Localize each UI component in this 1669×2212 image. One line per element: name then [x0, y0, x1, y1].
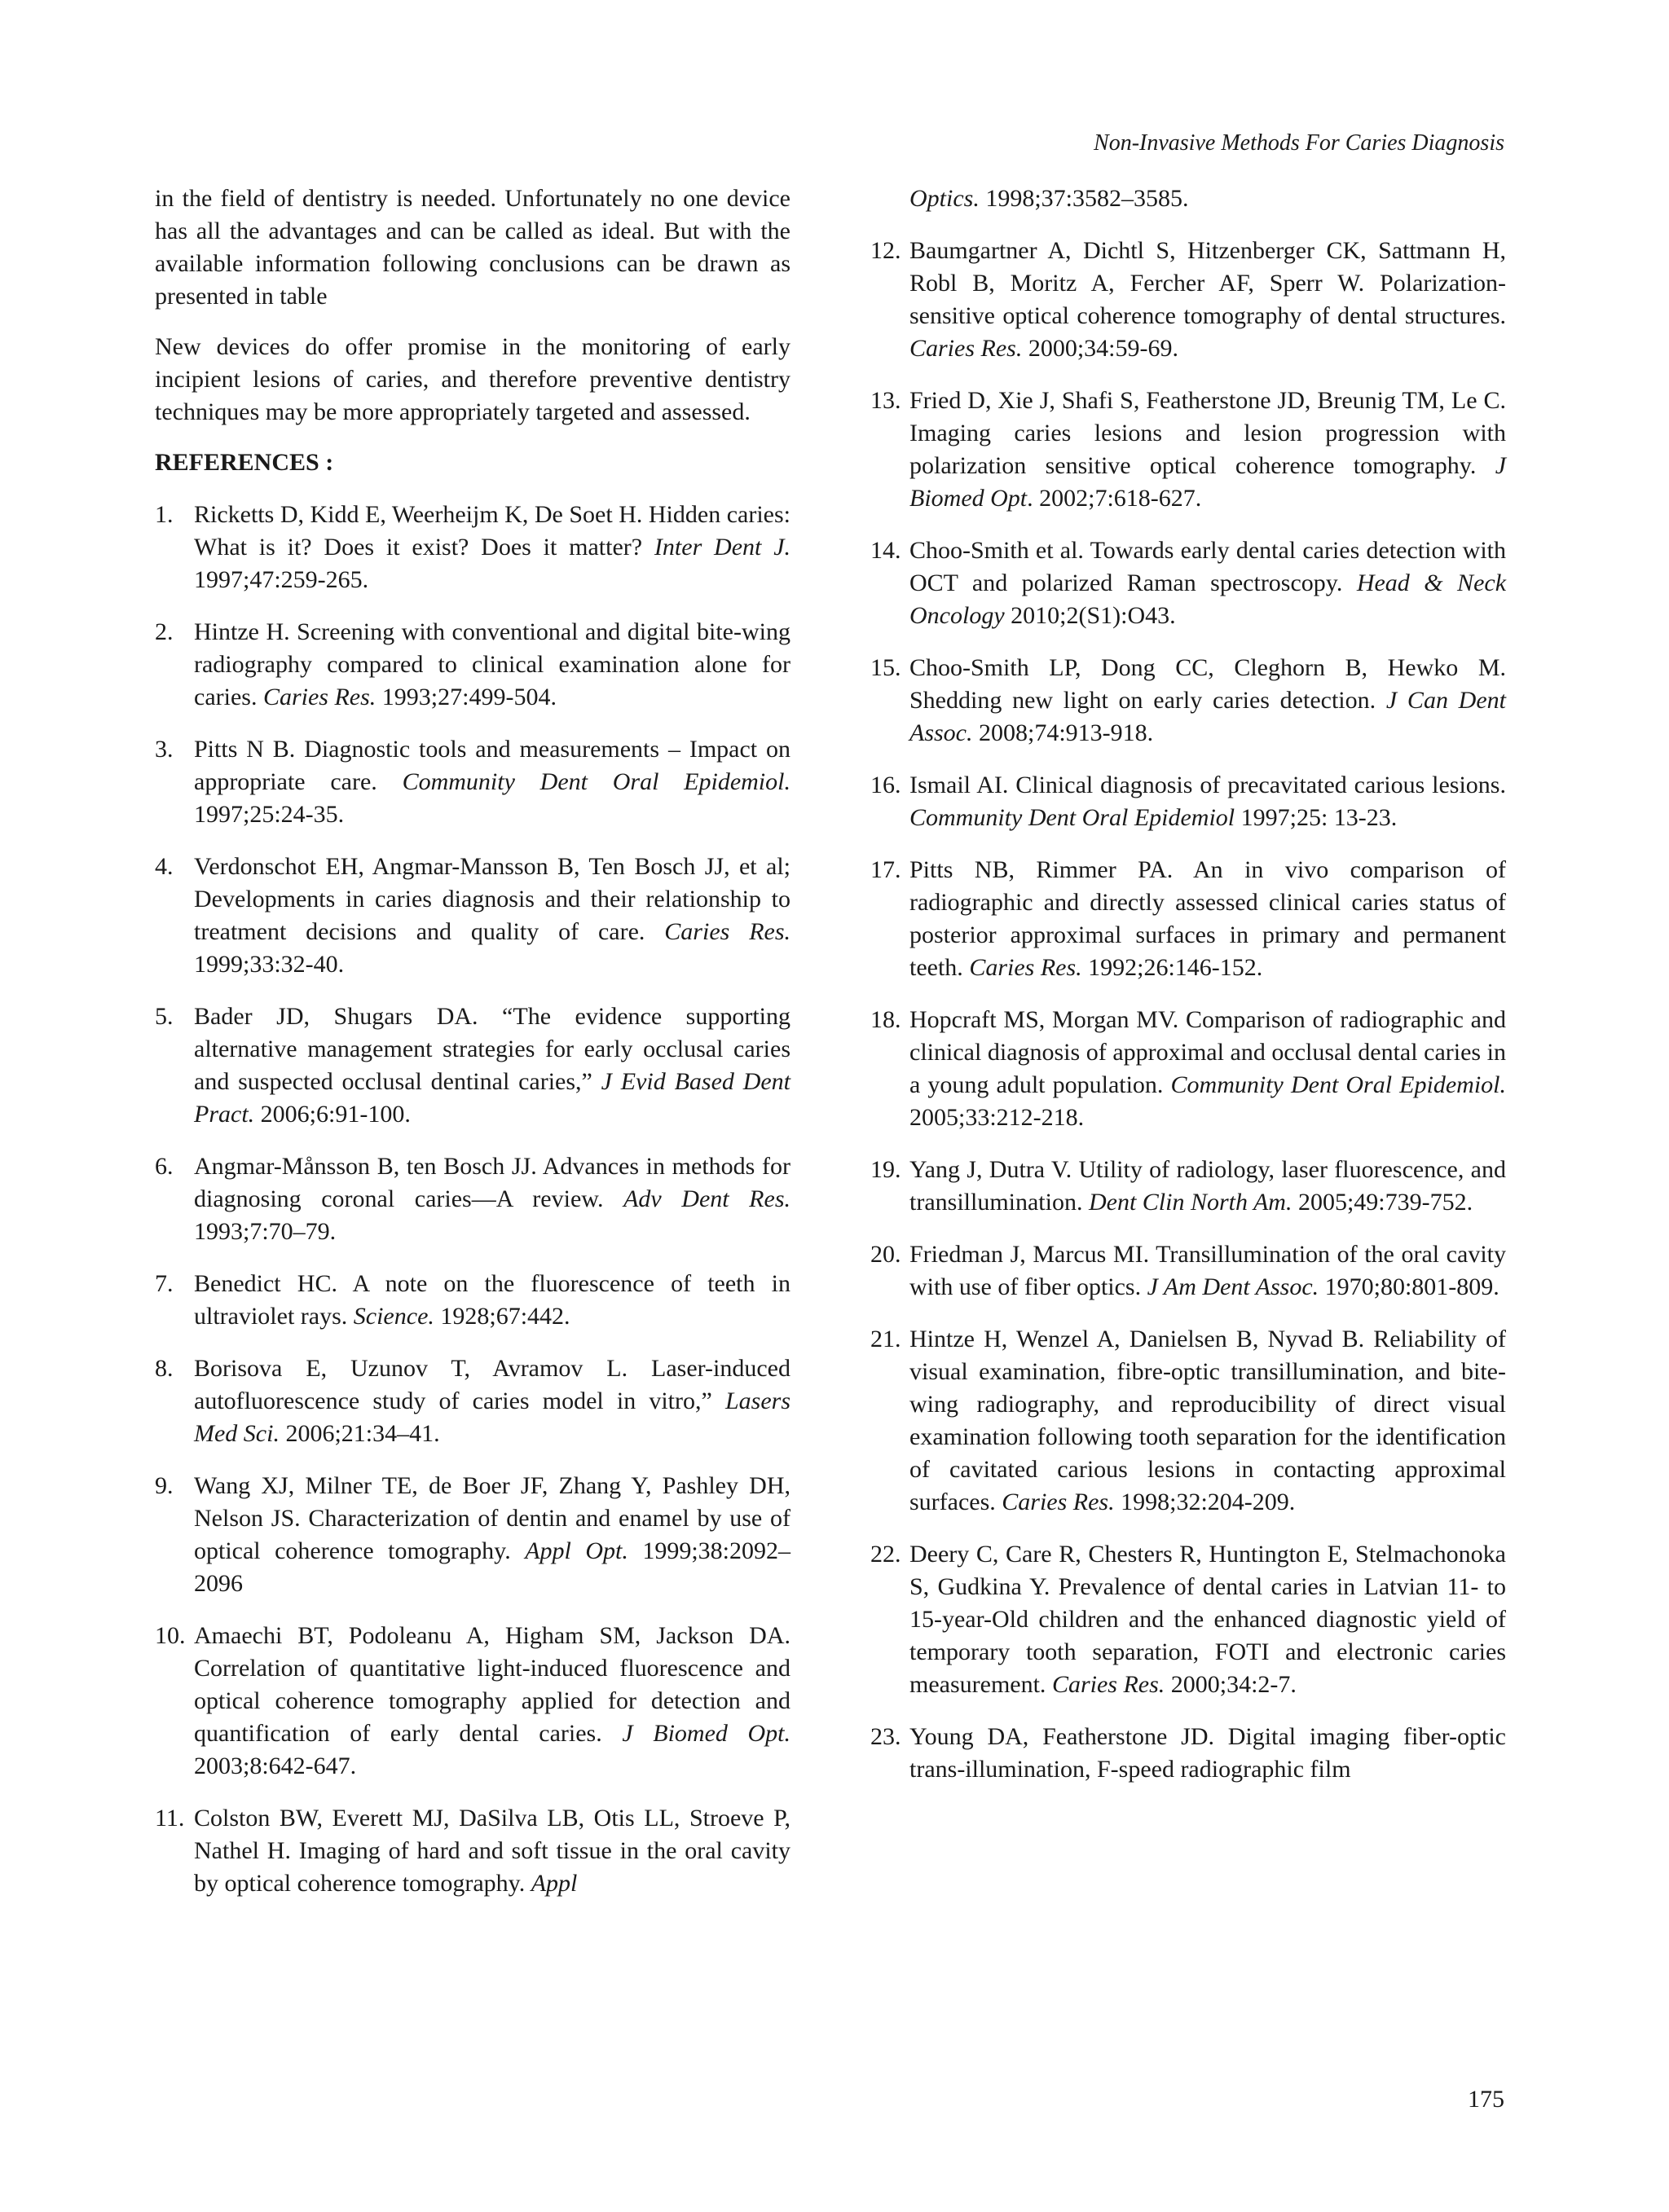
reference-item	[155, 1268, 790, 1333]
reference-number: 4.	[155, 853, 174, 880]
reference-journal: Lasers Med Sci.	[194, 1387, 791, 1447]
reference-cite: 2008;74:913-918.	[979, 719, 1154, 746]
reference-list-left	[155, 499, 790, 1900]
reference-item	[155, 1470, 790, 1600]
reference-item	[155, 1802, 790, 1900]
reference-journal: J Biomed Opt.	[622, 1720, 790, 1747]
reference-text: Young DA, Featherstone JD. Digital imaging fiber-optic trans-illumination, F-speed radiographic film	[909, 1723, 1506, 1783]
reference-journal: Community Dent Oral Epidemiol.	[402, 768, 790, 795]
reference-cite: 2006;21:34–41.	[285, 1420, 440, 1447]
reference-journal: Caries Res.	[664, 918, 791, 945]
reference-number: 23.	[870, 1723, 901, 1750]
reference-text: Pitts N B. Diagnostic tools and measurements – Impact on appropriate care.	[194, 736, 790, 795]
reference-cite: 1992;26:146-152.	[1088, 954, 1263, 981]
reference-item	[870, 769, 1506, 834]
reference-cite: 2010;2(S1):O43.	[1011, 602, 1176, 629]
reference-cite: 1970;80:801-809.	[1324, 1273, 1499, 1300]
reference-number: 5.	[155, 1003, 174, 1030]
reference-number: 14.	[870, 537, 901, 564]
reference-cite: 1999;38:2092–2096	[194, 1537, 790, 1597]
reference-item	[155, 733, 790, 831]
reference-number: 7.	[155, 1270, 174, 1297]
reference-cite: 1997;47:259-265.	[194, 566, 369, 593]
reference-number: 11.	[155, 1805, 185, 1832]
reference-item	[155, 1150, 790, 1248]
reference-text: Baumgartner A, Dichtl S, Hitzenberger CK, Sattmann H, Robl B, Moritz A, Fercher AF, Sperr W. Polarization-sensitive optical coherence tomography of dental structures.	[909, 237, 1506, 329]
reference-list-right	[870, 235, 1506, 1786]
reference-journal: Caries Res.	[1051, 1671, 1165, 1698]
reference-cite: 1998;32:204-209.	[1121, 1489, 1296, 1515]
reference-journal: J Am Dent Assoc.	[1147, 1273, 1319, 1300]
reference-item	[155, 616, 790, 714]
reference-item	[155, 851, 790, 981]
reference-cite: 2003;8:642-647.	[194, 1752, 357, 1779]
right-column	[870, 183, 1506, 1805]
reference-text: Friedman J, Marcus MI. Transillumination of the oral cavity with use of fiber optics.	[909, 1241, 1506, 1300]
reference-text: Borisova E, Uzunov T, Avramov L. Laser-induced autofluorescence study of caries model in vitro,”	[194, 1355, 790, 1414]
reference-item	[870, 534, 1506, 632]
reference-journal: Head & Neck Oncology	[909, 569, 1507, 629]
reference-cite: . 2002;7:618-627.	[1027, 485, 1202, 512]
reference-item	[870, 1238, 1506, 1304]
reference-cite: 1998;37:3582–3585.	[985, 185, 1189, 212]
reference-item	[155, 1000, 790, 1131]
reference-text: Fried D, Xie J, Shafi S, Featherstone JD, Breunig TM, Le C. Imaging caries lesions and lesion progression with polarization sensitive optical coherence tomography.	[909, 387, 1506, 479]
reference-cite: 1997;25: 13-23.	[1240, 804, 1398, 831]
reference-cite: 2000;34:59-69.	[1028, 335, 1178, 362]
reference-cite: 2000;34:2-7.	[1170, 1671, 1297, 1698]
reference-text: Wang XJ, Milner TE, de Boer JF, Zhang Y, Pashley DH, Nelson JS. Characterization of dentin and enamel by use of optical coherence tomography.	[194, 1472, 790, 1564]
reference-text: Ismail AI. Clinical diagnosis of precavitated carious lesions.	[909, 772, 1506, 798]
reference-item	[870, 385, 1506, 515]
reference-number: 22.	[870, 1541, 901, 1568]
reference-number: 13.	[870, 387, 901, 414]
reference-item	[870, 854, 1506, 984]
reference-item	[870, 235, 1506, 365]
reference-number: 12.	[870, 237, 901, 264]
reference-journal: Caries Res.	[909, 335, 1023, 362]
reference-text: Pitts NB, Rimmer PA. An in vivo comparison of radiographic and directly assessed clinical caries status of posterior approximal surfaces in primary and permanent teeth.	[909, 856, 1506, 981]
reference-number: 19.	[870, 1156, 901, 1183]
reference-text: Angmar-Månsson B, ten Bosch JJ. Advances in methods for diagnosing coronal caries—A review.	[194, 1153, 790, 1212]
reference-journal: Optics.	[909, 185, 980, 212]
reference-number: 8.	[155, 1355, 174, 1382]
left-column	[155, 183, 790, 1920]
reference-text: Benedict HC. A note on the fluorescence of teeth in ultraviolet rays.	[194, 1270, 790, 1330]
body-paragraph: in the field of dentistry is needed. Unfortunately no one device has all the advantages and can be called as ideal. But with the available information following conclusions can be drawn as presented in table	[155, 185, 790, 310]
reference-journal: Caries Res.	[262, 684, 377, 710]
reference-text: Bader JD, Shugars DA. “The evidence supporting alternative management strategies for early occlusal caries and suspected occlusal dentinal caries,”	[194, 1003, 790, 1095]
body-paragraph: New devices do offer promise in the monitoring of early incipient lesions of caries, and therefore preventive dentistry techniques may be more appropriately targeted and assessed.	[155, 333, 790, 425]
reference-continuation	[870, 183, 1506, 215]
reference-number: 10.	[155, 1622, 186, 1649]
reference-item	[870, 1538, 1506, 1701]
reference-text: Hopcraft MS, Morgan MV. Comparison of radiographic and clinical diagnosis of approximal and occlusal dental caries in a young adult population.	[909, 1006, 1506, 1098]
reference-journal: Dent Clin North Am.	[1088, 1189, 1292, 1216]
reference-item	[870, 1721, 1506, 1786]
reference-text: Hintze H, Wenzel A, Danielsen B, Nyvad B. Reliability of visual examination, fibre-optic transillumination, and bite-wing radiography, and reproducibility of direct visual examination following tooth separation for the identification of cavitated carious lesions in contacting approximal surfaces.	[909, 1326, 1506, 1515]
reference-number: 20.	[870, 1241, 901, 1268]
reference-text: Amaechi BT, Podoleanu A, Higham SM, Jackson DA. Correlation of quantitative light-induced fluorescence and optical coherence tomography applied for detection and quantification of early dental caries.	[194, 1622, 790, 1747]
reference-item	[155, 1352, 790, 1450]
reference-journal: Caries Res.	[969, 954, 1082, 981]
reference-text: Verdonschot EH, Angmar-Mansson B, Ten Bosch JJ, et al; Developments in caries diagnosis and their relationship to treatment decisions and quality of care.	[194, 853, 790, 945]
reference-journal: Adv Dent Res.	[623, 1185, 790, 1212]
reference-text: Yang J, Dutra V. Utility of radiology, laser fluorescence, and transillumination.	[909, 1156, 1506, 1216]
reference-journal: J Biomed Opt	[909, 452, 1507, 512]
reference-number: 21.	[870, 1326, 901, 1352]
reference-number: 3.	[155, 736, 174, 763]
reference-item	[870, 652, 1506, 750]
reference-item	[155, 499, 790, 596]
reference-item	[870, 1323, 1506, 1519]
reference-text: Colston BW, Everett MJ, DaSilva LB, Otis LL, Stroeve P, Nathel H. Imaging of hard and soft tissue in the oral cavity by optical coherence tomography.	[194, 1805, 790, 1897]
reference-item	[870, 1004, 1506, 1134]
reference-text: Deery C, Care R, Chesters R, Huntington E, Stelmachonoka S, Gudkina Y. Prevalence of dental caries in Latvian 11- to 15-year-Old children and the enhanced diagnostic yield of temporary tooth separation, FOTI and electronic caries measurement.	[909, 1541, 1506, 1698]
reference-journal: Inter Dent J.	[654, 534, 791, 561]
reference-text: Hintze H. Screening with conventional and digital bite-wing radiography compared to clinical examination alone for caries.	[194, 618, 790, 710]
reference-cite: 2005;33:212-218.	[909, 1104, 1085, 1131]
reference-number: 2.	[155, 618, 174, 645]
reference-number: 15.	[870, 654, 901, 681]
reference-item	[870, 1154, 1506, 1219]
reference-text: Choo-Smith et al. Towards early dental caries detection with OCT and polarized Raman spectroscopy.	[909, 537, 1506, 596]
references-heading: REFERENCES :	[155, 449, 334, 476]
reference-number: 6.	[155, 1153, 174, 1180]
reference-text: Ricketts D, Kidd E, Weerheijm K, De Soet H. Hidden caries: What is it? Does it exist? Does it matter?	[194, 501, 790, 561]
reference-text: Choo-Smith LP, Dong CC, Cleghorn B, Hewko M. Shedding new light on early caries detection.	[909, 654, 1506, 714]
reference-cite: 1997;25:24-35.	[194, 801, 345, 828]
page-number: 175	[1468, 2086, 1504, 2113]
reference-cite: 2006;6:91-100.	[260, 1101, 411, 1128]
reference-cite: 1993;7:70–79.	[194, 1218, 337, 1245]
reference-number: 16.	[870, 772, 901, 798]
reference-journal: Caries Res.	[1002, 1489, 1115, 1515]
reference-cite: 1928;67:442.	[440, 1303, 570, 1330]
reference-journal: Science.	[353, 1303, 434, 1330]
reference-journal: Community Dent Oral Epidemiol	[909, 804, 1235, 831]
reference-cite: 1999;33:32-40.	[194, 951, 345, 978]
reference-cite: 2005;49:739-752.	[1297, 1189, 1473, 1216]
reference-number: 18.	[870, 1006, 901, 1033]
reference-number: 17.	[870, 856, 901, 883]
reference-number: 1.	[155, 501, 174, 528]
reference-journal: J Can Dent Assoc.	[909, 687, 1506, 746]
reference-journal: Community Dent Oral Epidemiol.	[1170, 1071, 1506, 1098]
reference-journal: Appl Opt.	[525, 1537, 628, 1564]
reference-item	[155, 1620, 790, 1783]
reference-number: 9.	[155, 1472, 174, 1499]
reference-journal: J Evid Based Dent Pract.	[194, 1068, 791, 1128]
reference-cite: 1993;27:499-504.	[381, 684, 557, 710]
running-head: Non-Invasive Methods For Caries Diagnosis	[1094, 130, 1504, 156]
reference-journal: Appl	[531, 1870, 578, 1897]
